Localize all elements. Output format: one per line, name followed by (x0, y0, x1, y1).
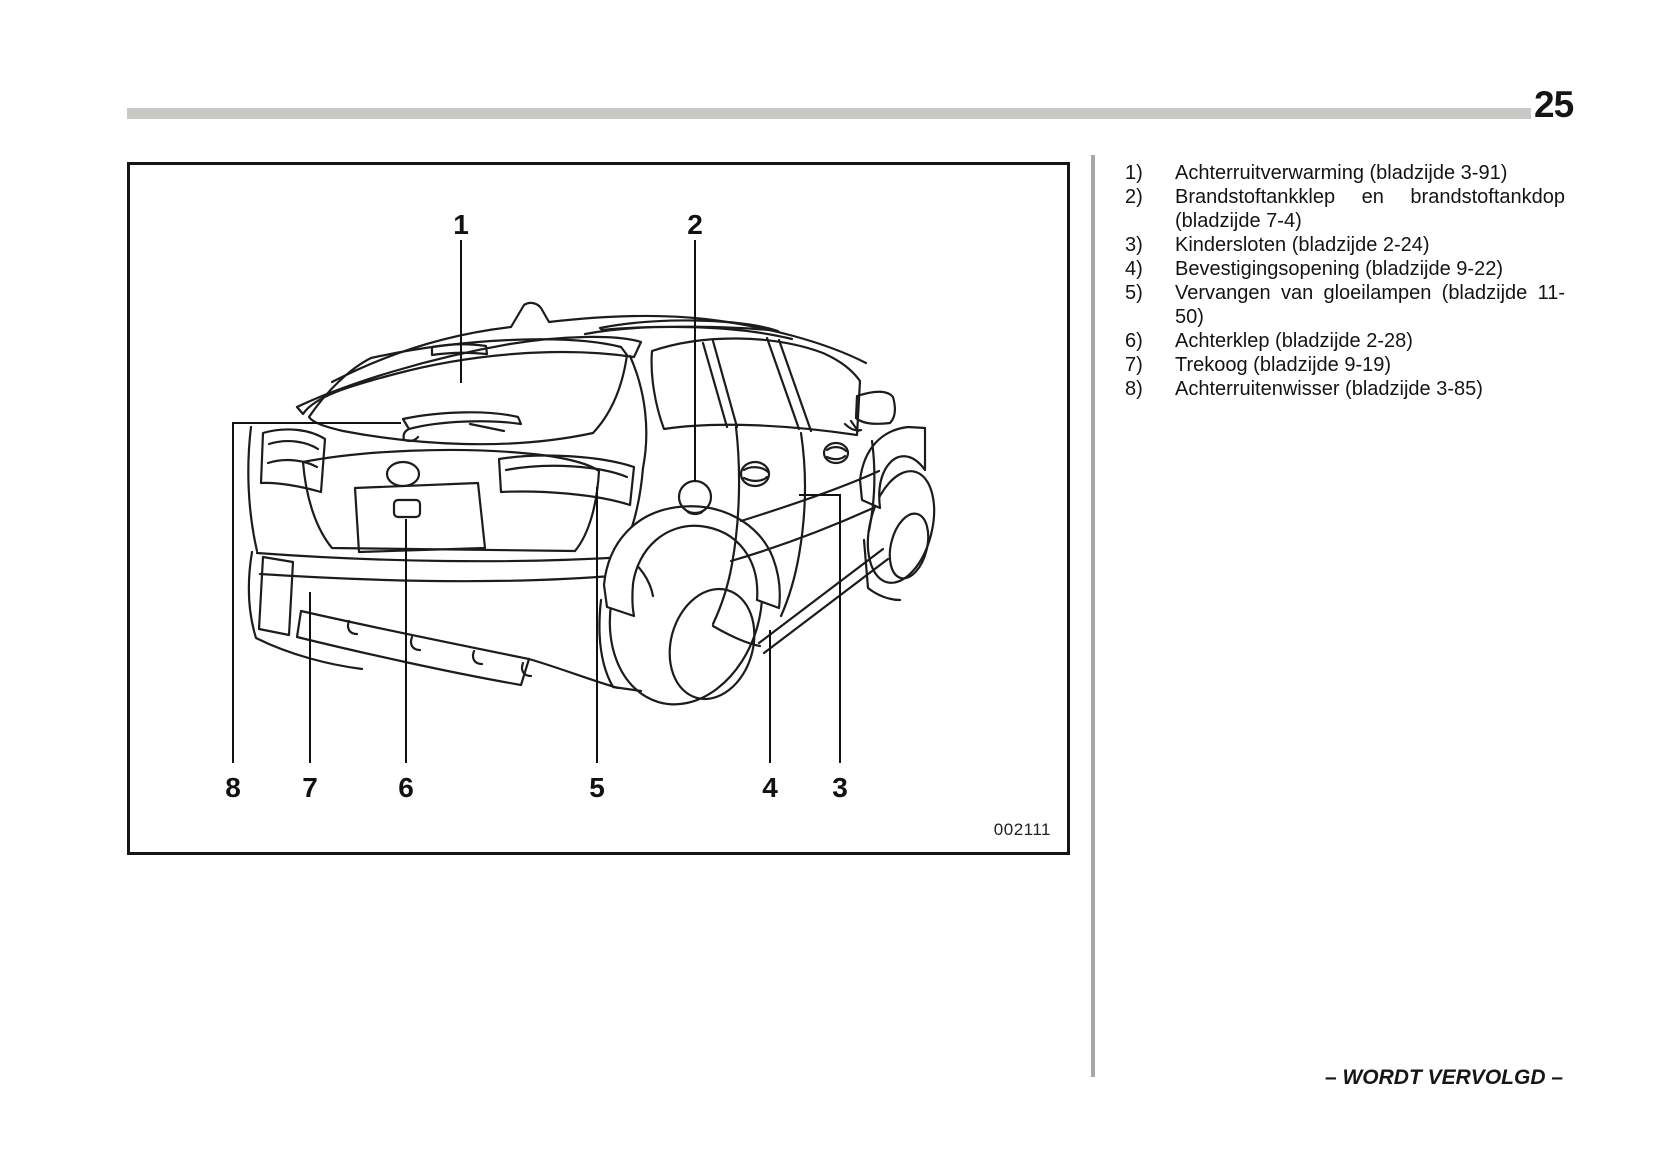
legend-item-text: Achterruitverwarming (bladzijde 3-91) (1175, 162, 1508, 184)
callout-3-label: 3 (832, 772, 848, 803)
legend-item-number: 2) (1125, 186, 1143, 208)
callout-1-label: 1 (453, 209, 469, 240)
brand-badge (387, 462, 419, 486)
legend-item-number: 4) (1125, 258, 1143, 280)
legend-item-text: Brandstoftankklep en brandstoftankdop (bladzijde 7-4) (1175, 186, 1565, 232)
callout-6-label: 6 (398, 772, 414, 803)
car-rear-illustration (130, 165, 1067, 852)
front-wheel-arch (860, 427, 925, 508)
tailgate-left-edge (248, 427, 257, 551)
diffuser-hooks (348, 621, 531, 676)
callout-8-label: 8 (225, 772, 241, 803)
column-divider (1091, 155, 1095, 1077)
legend-item (1125, 233, 1565, 257)
legend-item-text: Kindersloten (bladzijde 2-24) (1175, 234, 1430, 256)
callout-7-label: 7 (302, 772, 318, 803)
legend-item-number: 7) (1125, 354, 1143, 376)
legend-item (1125, 281, 1565, 329)
legend-item (1125, 257, 1565, 281)
legend-item-text: Vervangen van gloeilampen (bladzijde 11-50) (1175, 282, 1565, 328)
legend-item-number: 1) (1125, 162, 1143, 184)
callout-2-label: 2 (687, 209, 703, 240)
bumper-crease (260, 574, 623, 581)
side-mirror (845, 392, 895, 431)
car-figure-box (127, 162, 1070, 855)
rear-door-rear-edge (781, 433, 805, 616)
tailgate-opener (394, 500, 420, 517)
legend-item-text: Achterruitenwisser (bladzijde 3-85) (1175, 378, 1483, 400)
header-rule (127, 108, 1531, 119)
legend-item-text: Bevestigingsopening (bladzijde 9-22) (1175, 258, 1503, 280)
callout-5-label: 5 (589, 772, 605, 803)
legend-item-text: Trekoog (bladzijde 9-19) (1175, 354, 1392, 376)
legend-item (1125, 161, 1565, 185)
side-pillars (703, 338, 811, 431)
tailgate-right-edge (630, 356, 646, 530)
roof-rail (585, 320, 792, 339)
rear-spoiler (297, 337, 641, 414)
front-door-handle (824, 443, 848, 463)
rear-wiper (403, 412, 521, 441)
rear-mudflap (600, 600, 642, 691)
callout-lines (233, 240, 840, 763)
page-number: 25 (1534, 84, 1574, 125)
rear-door-handle (741, 462, 769, 486)
tail-light-right (499, 456, 634, 505)
legend-item (1125, 353, 1565, 377)
rear-window (309, 339, 627, 444)
legend-item-number: 5) (1125, 282, 1143, 304)
figure-id: 002111 (993, 820, 1051, 839)
callout-numbers (225, 209, 848, 803)
callout-line-8 (233, 423, 401, 763)
legend-item-number: 3) (1125, 234, 1143, 256)
bumper-reflector (259, 557, 293, 635)
continued-note: – WORDT VERVOLGD – (1324, 1066, 1563, 1089)
legend-list (1125, 161, 1565, 401)
legend-item-number: 6) (1125, 330, 1143, 352)
bumper-left-corner (249, 552, 362, 669)
legend-item (1125, 185, 1565, 233)
legend-item-number: 8) (1125, 378, 1143, 400)
legend-item (1125, 329, 1565, 353)
rocker-sill (713, 549, 888, 653)
legend-item-text: Achterklep (bladzijde 2-28) (1175, 330, 1413, 352)
legend-item (1125, 377, 1565, 401)
callout-4-label: 4 (762, 772, 778, 803)
tailgate-bottom-edge (257, 553, 627, 561)
side-window-band (652, 338, 860, 435)
license-plate-recess (355, 483, 485, 552)
